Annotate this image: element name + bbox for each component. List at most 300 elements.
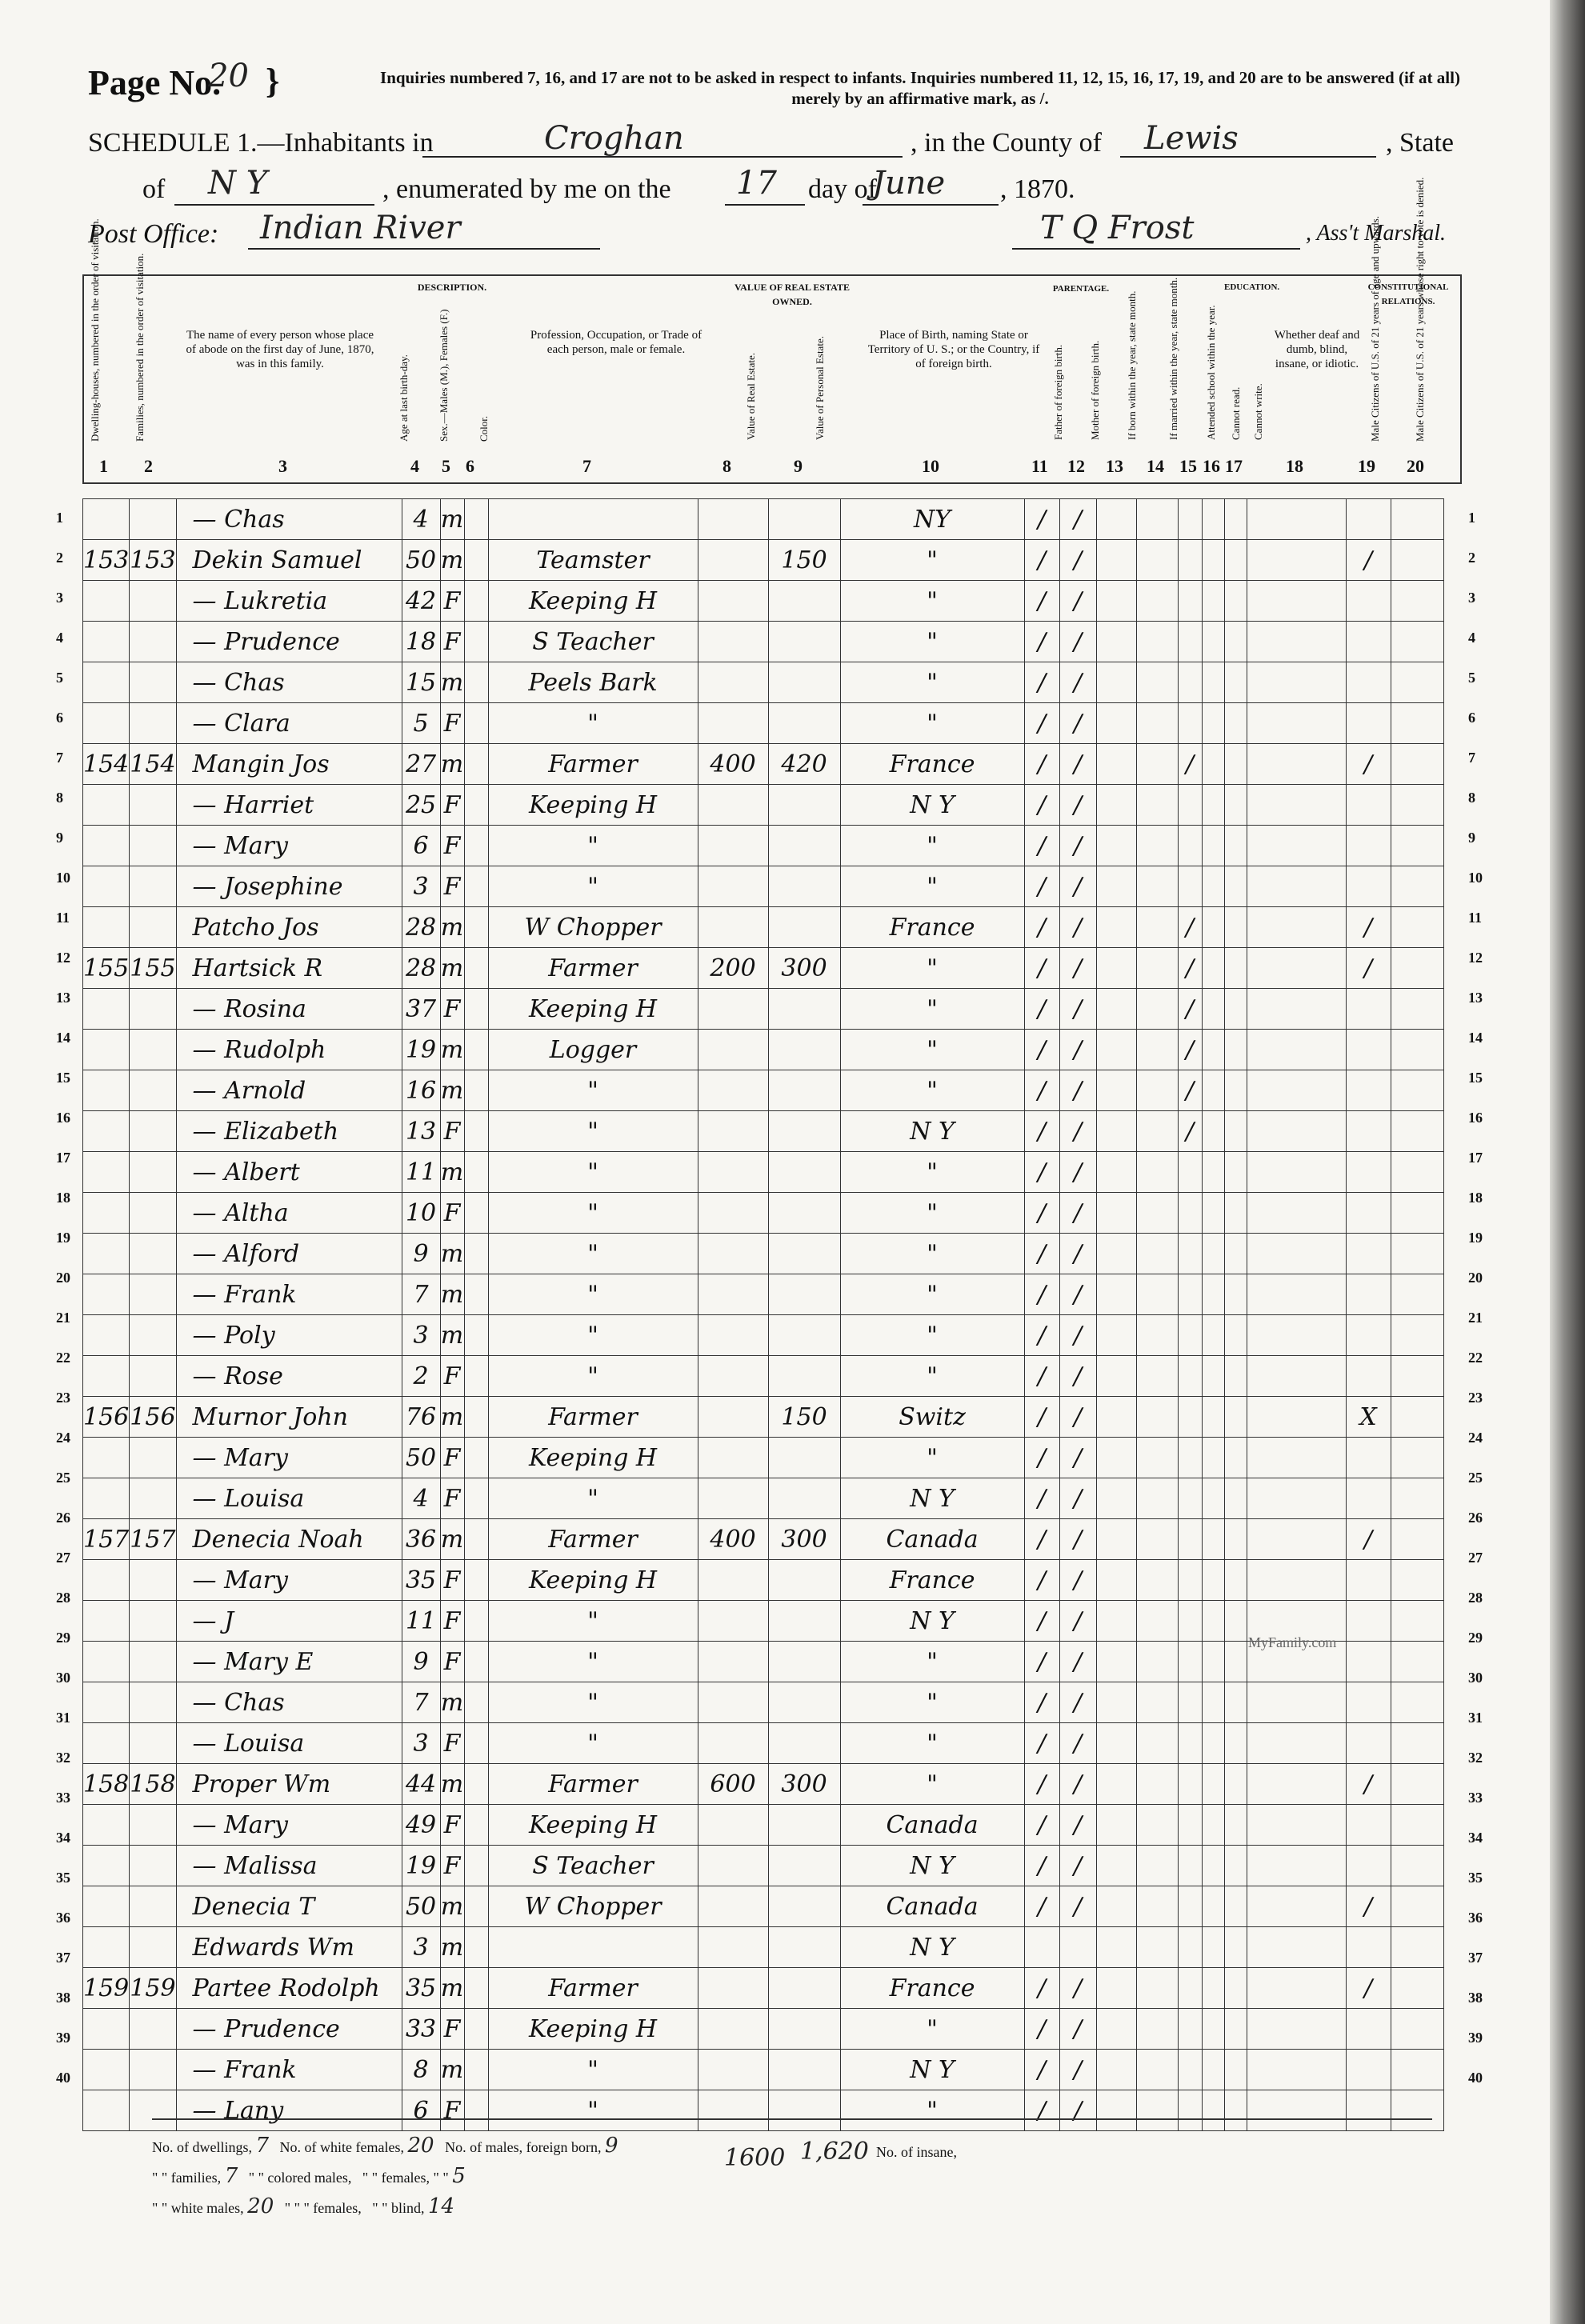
cell-birth: " xyxy=(840,826,1024,866)
cell-sch xyxy=(1178,1968,1202,2009)
cell-write xyxy=(1224,1356,1247,1397)
cell-dw xyxy=(83,1805,130,1846)
cell-dw xyxy=(83,1560,130,1601)
cell-sex: F xyxy=(440,785,464,826)
cell-m: / xyxy=(1059,1274,1096,1315)
cell-ddb xyxy=(1247,2009,1346,2050)
table-row xyxy=(83,744,1444,785)
cell-born xyxy=(1096,1723,1136,1764)
total-personal-estate: 1,620 xyxy=(800,2138,869,2166)
cell-sex: m xyxy=(440,1315,464,1356)
cell-mar xyxy=(1136,1152,1178,1193)
cell-col xyxy=(464,2009,488,2050)
row-number: 29 xyxy=(1468,1630,1483,1646)
cell-name: — Prudence xyxy=(176,622,402,662)
cell-m xyxy=(1059,1927,1096,1968)
cell-fam xyxy=(130,785,176,826)
column-number: 12 xyxy=(1067,456,1085,476)
cell-birth: France xyxy=(840,1968,1024,2009)
cell-occ: Farmer xyxy=(488,1968,698,2009)
cell-sch: / xyxy=(1178,744,1202,785)
cell-birth: " xyxy=(840,1764,1024,1805)
heading-color: Color. xyxy=(478,415,490,442)
cell-age: 6 xyxy=(402,826,440,866)
cell-col xyxy=(464,703,488,744)
cell-c20 xyxy=(1391,1030,1443,1070)
cell-f: / xyxy=(1024,1478,1059,1519)
cell-f: / xyxy=(1024,1111,1059,1152)
heading-father-foreign: Father of foreign birth. xyxy=(1052,344,1064,440)
cell-m: / xyxy=(1059,744,1096,785)
cell-age: 76 xyxy=(402,1397,440,1438)
cell-f: / xyxy=(1024,1356,1059,1397)
cell-fam xyxy=(130,703,176,744)
row-number: 13 xyxy=(1468,990,1483,1006)
cell-fam xyxy=(130,1805,176,1846)
row-number: 36 xyxy=(56,1910,70,1926)
cell-f: / xyxy=(1024,1846,1059,1886)
column-number: 14 xyxy=(1147,456,1164,476)
cell-mar xyxy=(1136,1397,1178,1438)
cell-mar xyxy=(1136,581,1178,622)
cell-real xyxy=(698,1601,768,1642)
cell-c19 xyxy=(1346,2009,1391,2050)
row-number: 3 xyxy=(1468,590,1475,606)
cell-col xyxy=(464,662,488,703)
cell-f: / xyxy=(1024,499,1059,540)
row-number: 20 xyxy=(56,1270,70,1286)
cell-occ: " xyxy=(488,1601,698,1642)
cell-ddb xyxy=(1247,499,1346,540)
cell-c20 xyxy=(1391,1642,1443,1682)
row-number: 9 xyxy=(56,830,63,846)
cell-name: — Mary xyxy=(176,1560,402,1601)
cell-age: 4 xyxy=(402,1478,440,1519)
cell-dw xyxy=(83,1234,130,1274)
cell-c20 xyxy=(1391,1560,1443,1601)
cell-name: Dekin Samuel xyxy=(176,540,402,581)
cell-born xyxy=(1096,622,1136,662)
cell-mar xyxy=(1136,703,1178,744)
cell-real xyxy=(698,1152,768,1193)
cell-read xyxy=(1202,2050,1224,2090)
cell-occ: Keeping H xyxy=(488,581,698,622)
marshal-name: T Q Frost xyxy=(1040,210,1195,246)
cell-write xyxy=(1224,1642,1247,1682)
cell-m: / xyxy=(1059,2009,1096,2050)
cell-m: / xyxy=(1059,989,1096,1030)
cell-mar xyxy=(1136,1356,1178,1397)
day-of-label: day of xyxy=(808,174,877,204)
cell-ddb xyxy=(1247,1927,1346,1968)
cell-ddb xyxy=(1247,1519,1346,1560)
cell-fam xyxy=(130,866,176,907)
cell-mar xyxy=(1136,2050,1178,2090)
cell-write xyxy=(1224,662,1247,703)
cell-fam xyxy=(130,1601,176,1642)
cell-write xyxy=(1224,1886,1247,1927)
cell-age: 35 xyxy=(402,1560,440,1601)
cell-col xyxy=(464,907,488,948)
cell-col xyxy=(464,948,488,989)
cell-sex: F xyxy=(440,1642,464,1682)
cell-c19 xyxy=(1346,581,1391,622)
insane-label: No. of insane, xyxy=(876,2144,957,2160)
cell-born xyxy=(1096,662,1136,703)
cell-col xyxy=(464,1274,488,1315)
cell-sch xyxy=(1178,1234,1202,1274)
cell-fam xyxy=(130,2009,176,2050)
cell-col xyxy=(464,1601,488,1642)
cell-pers xyxy=(768,499,840,540)
table-row xyxy=(83,622,1444,662)
cell-mar xyxy=(1136,989,1178,1030)
column-number: 6 xyxy=(466,456,474,476)
cell-ddb xyxy=(1247,1315,1346,1356)
cell-sch xyxy=(1178,2009,1202,2050)
cell-m: / xyxy=(1059,1438,1096,1478)
cell-write xyxy=(1224,1601,1247,1642)
heading-age: Age at last birth-day. xyxy=(398,354,410,442)
cell-birth: " xyxy=(840,2090,1024,2131)
cell-read xyxy=(1202,785,1224,826)
cell-name: — Harriet xyxy=(176,785,402,826)
cell-dw xyxy=(83,1315,130,1356)
row-number: 17 xyxy=(56,1150,70,1166)
cell-born xyxy=(1096,1234,1136,1274)
cell-write xyxy=(1224,703,1247,744)
cell-c19 xyxy=(1346,1846,1391,1886)
cell-col xyxy=(464,1642,488,1682)
cell-c19 xyxy=(1346,1356,1391,1397)
cell-name: — Alford xyxy=(176,1234,402,1274)
cell-age: 36 xyxy=(402,1519,440,1560)
table-row xyxy=(83,1519,1444,1560)
cell-m: / xyxy=(1059,1478,1096,1519)
cell-m: / xyxy=(1059,1193,1096,1234)
cell-c20 xyxy=(1391,540,1443,581)
cell-real xyxy=(698,1070,768,1111)
cell-pers xyxy=(768,622,840,662)
cell-sex: F xyxy=(440,2090,464,2131)
cell-fam xyxy=(130,1193,176,1234)
cell-write xyxy=(1224,948,1247,989)
table-row xyxy=(83,826,1444,866)
enumerated-label: , enumerated by me on the xyxy=(382,174,671,204)
row-number: 13 xyxy=(56,990,70,1006)
cell-m: / xyxy=(1059,1642,1096,1682)
cell-sch xyxy=(1178,1315,1202,1356)
cell-sch xyxy=(1178,1356,1202,1397)
cell-mar xyxy=(1136,866,1178,907)
cell-pers xyxy=(768,1193,840,1234)
cell-c19: X xyxy=(1346,1397,1391,1438)
cell-birth: " xyxy=(840,1274,1024,1315)
row-number: 37 xyxy=(56,1950,70,1966)
cell-pers xyxy=(768,866,840,907)
cell-occ: " xyxy=(488,703,698,744)
cell-occ: W Chopper xyxy=(488,907,698,948)
row-number: 21 xyxy=(1468,1310,1483,1326)
cell-f: / xyxy=(1024,907,1059,948)
cell-c19 xyxy=(1346,1642,1391,1682)
row-number: 17 xyxy=(1468,1150,1483,1166)
cell-born xyxy=(1096,1193,1136,1234)
row-number: 25 xyxy=(56,1470,70,1486)
cell-sch xyxy=(1178,1478,1202,1519)
cell-name: — Chas xyxy=(176,499,402,540)
cell-read xyxy=(1202,1886,1224,1927)
cell-f: / xyxy=(1024,1397,1059,1438)
cell-birth: " xyxy=(840,703,1024,744)
cell-birth: Canada xyxy=(840,1805,1024,1846)
cell-born xyxy=(1096,989,1136,1030)
cell-age: 3 xyxy=(402,1723,440,1764)
cell-name: — Rose xyxy=(176,1356,402,1397)
cell-name: — Mary xyxy=(176,826,402,866)
cell-write xyxy=(1224,581,1247,622)
table-row xyxy=(83,1846,1444,1886)
cell-dw xyxy=(83,2090,130,2131)
cell-pers: 420 xyxy=(768,744,840,785)
cell-ddb xyxy=(1247,1560,1346,1601)
cell-f: / xyxy=(1024,1234,1059,1274)
row-number: 30 xyxy=(1468,1670,1483,1686)
cell-mar xyxy=(1136,907,1178,948)
cell-dw xyxy=(83,1152,130,1193)
cell-pers xyxy=(768,1356,840,1397)
cell-read xyxy=(1202,948,1224,989)
cell-pers xyxy=(768,826,840,866)
cell-age: 8 xyxy=(402,2050,440,2090)
cell-write xyxy=(1224,1764,1247,1805)
cell-pers xyxy=(768,1478,840,1519)
cell-age: 3 xyxy=(402,866,440,907)
cell-name: Murnor John xyxy=(176,1397,402,1438)
heading-name: The name of every person whose place of abode on the first day of June, 1870, was in this family. xyxy=(186,329,374,370)
cell-m: / xyxy=(1059,1601,1096,1642)
row-number: 40 xyxy=(1468,2070,1483,2086)
cell-c20 xyxy=(1391,1234,1443,1274)
table-row xyxy=(83,1723,1444,1764)
cell-ddb xyxy=(1247,1111,1346,1152)
cell-age: 13 xyxy=(402,1111,440,1152)
table-row xyxy=(83,1764,1444,1805)
cell-name: — Rosina xyxy=(176,989,402,1030)
table-row xyxy=(83,1560,1444,1601)
cell-write xyxy=(1224,1274,1247,1315)
cell-col xyxy=(464,989,488,1030)
cell-fam xyxy=(130,989,176,1030)
cell-real: 400 xyxy=(698,1519,768,1560)
cell-m: / xyxy=(1059,1315,1096,1356)
table-row xyxy=(83,1193,1444,1234)
cell-occ: Keeping H xyxy=(488,2009,698,2050)
cell-m: / xyxy=(1059,499,1096,540)
cell-col xyxy=(464,1723,488,1764)
cell-dw xyxy=(83,1682,130,1723)
cell-m: / xyxy=(1059,662,1096,703)
row-number: 14 xyxy=(1468,1030,1483,1046)
cell-m: / xyxy=(1059,1764,1096,1805)
cell-age: 16 xyxy=(402,1070,440,1111)
cell-mar xyxy=(1136,1070,1178,1111)
cell-pers xyxy=(768,785,840,826)
cell-fam xyxy=(130,907,176,948)
cell-sex: F xyxy=(440,1601,464,1642)
cell-dw xyxy=(83,1927,130,1968)
cell-c20 xyxy=(1391,622,1443,662)
cell-write xyxy=(1224,1193,1247,1234)
cell-c19 xyxy=(1346,866,1391,907)
cell-c20 xyxy=(1391,581,1443,622)
cell-c20 xyxy=(1391,1315,1443,1356)
row-number: 33 xyxy=(56,1790,70,1806)
cell-sex: F xyxy=(440,1478,464,1519)
cell-age: 35 xyxy=(402,1968,440,2009)
cell-name: — Mary xyxy=(176,1438,402,1478)
cell-f: / xyxy=(1024,866,1059,907)
cell-name: Hartsick R xyxy=(176,948,402,989)
cell-c20 xyxy=(1391,1111,1443,1152)
cell-sex: m xyxy=(440,744,464,785)
cell-col xyxy=(464,1682,488,1723)
cell-c20 xyxy=(1391,1886,1443,1927)
cell-pers xyxy=(768,1601,840,1642)
cell-dw xyxy=(83,1111,130,1152)
cell-sch: / xyxy=(1178,907,1202,948)
heading-constitutional: CONSTITUTIONAL RELATIONS. xyxy=(1367,282,1449,306)
cell-read xyxy=(1202,1846,1224,1886)
cell-real xyxy=(698,1846,768,1886)
schedule-label: SCHEDULE 1.—Inhabitants in xyxy=(88,128,434,158)
cell-f: / xyxy=(1024,1438,1059,1478)
cell-real xyxy=(698,499,768,540)
row-number: 32 xyxy=(56,1750,70,1766)
cell-birth: " xyxy=(840,1315,1024,1356)
cell-write xyxy=(1224,1030,1247,1070)
cell-ddb xyxy=(1247,1846,1346,1886)
cell-sch xyxy=(1178,1438,1202,1478)
cell-m: / xyxy=(1059,907,1096,948)
cell-c20 xyxy=(1391,785,1443,826)
cell-mar xyxy=(1136,1601,1178,1642)
cell-sex: m xyxy=(440,1764,464,1805)
cell-f: / xyxy=(1024,1805,1059,1846)
cell-sch xyxy=(1178,866,1202,907)
cell-age: 11 xyxy=(402,1152,440,1193)
cell-read xyxy=(1202,866,1224,907)
cell-m: / xyxy=(1059,1070,1096,1111)
cell-col xyxy=(464,1193,488,1234)
cell-c20 xyxy=(1391,1764,1443,1805)
cell-birth: N Y xyxy=(840,785,1024,826)
cell-pers: 300 xyxy=(768,1764,840,1805)
cell-m: / xyxy=(1059,866,1096,907)
cell-pers xyxy=(768,1846,840,1886)
cell-born xyxy=(1096,826,1136,866)
heading-dwelling: Dwelling-houses, numbered in the order of visitation. xyxy=(89,218,101,442)
cell-born xyxy=(1096,1519,1136,1560)
cell-sch xyxy=(1178,1519,1202,1560)
cell-real xyxy=(698,1193,768,1234)
heading-value-personal: Value of Personal Estate. xyxy=(814,336,826,440)
cell-col xyxy=(464,1764,488,1805)
cell-c20 xyxy=(1391,1274,1443,1315)
cell-age: 49 xyxy=(402,1805,440,1846)
cell-fam xyxy=(130,1846,176,1886)
cell-name: Mangin Jos xyxy=(176,744,402,785)
cell-write xyxy=(1224,499,1247,540)
cell-born xyxy=(1096,2050,1136,2090)
cell-read xyxy=(1202,1030,1224,1070)
cell-birth: N Y xyxy=(840,1846,1024,1886)
state-label: , State xyxy=(1386,128,1454,158)
column-number: 8 xyxy=(722,456,731,476)
cell-real: 200 xyxy=(698,948,768,989)
total-real-estate: 1600 xyxy=(724,2144,786,2172)
cell-sex: m xyxy=(440,907,464,948)
cell-dw: 157 xyxy=(83,1519,130,1560)
row-number: 34 xyxy=(1468,1830,1483,1846)
cell-occ: " xyxy=(488,1642,698,1682)
cell-occ: Farmer xyxy=(488,1519,698,1560)
row-number: 23 xyxy=(1468,1390,1483,1406)
cell-pers xyxy=(768,1070,840,1111)
cell-write xyxy=(1224,1315,1247,1356)
cell-age: 9 xyxy=(402,1234,440,1274)
cell-read xyxy=(1202,1927,1224,1968)
cell-read xyxy=(1202,1111,1224,1152)
cell-m: / xyxy=(1059,2050,1096,2090)
cell-c20 xyxy=(1391,1193,1443,1234)
row-number: 1 xyxy=(56,510,63,526)
cell-read xyxy=(1202,1152,1224,1193)
cell-col xyxy=(464,785,488,826)
cell-name: Denecia T xyxy=(176,1886,402,1927)
table-row xyxy=(83,1397,1444,1438)
cell-name: Edwards Wm xyxy=(176,1927,402,1968)
cell-occ: " xyxy=(488,1682,698,1723)
cell-m: / xyxy=(1059,1397,1096,1438)
cell-ddb xyxy=(1247,785,1346,826)
table-row xyxy=(83,540,1444,581)
cell-c20 xyxy=(1391,1519,1443,1560)
column-number: 19 xyxy=(1358,456,1375,476)
cell-f: / xyxy=(1024,1601,1059,1642)
cell-real xyxy=(698,785,768,826)
row-number: 3 xyxy=(56,590,63,606)
cell-ddb xyxy=(1247,1723,1346,1764)
column-number: 9 xyxy=(794,456,803,476)
cell-f: / xyxy=(1024,662,1059,703)
cell-age: 50 xyxy=(402,1886,440,1927)
cell-sch: / xyxy=(1178,989,1202,1030)
cell-read xyxy=(1202,1193,1224,1234)
cell-c20 xyxy=(1391,499,1443,540)
cell-sex: F xyxy=(440,989,464,1030)
column-number: 20 xyxy=(1407,456,1424,476)
cell-real xyxy=(698,1560,768,1601)
cell-c20 xyxy=(1391,1846,1443,1886)
row-number: 26 xyxy=(1468,1510,1483,1526)
table-row xyxy=(83,1070,1444,1111)
cell-write xyxy=(1224,1682,1247,1723)
cell-m: / xyxy=(1059,622,1096,662)
cell-birth: " xyxy=(840,540,1024,581)
cell-fam xyxy=(130,1070,176,1111)
cell-fam xyxy=(130,622,176,662)
